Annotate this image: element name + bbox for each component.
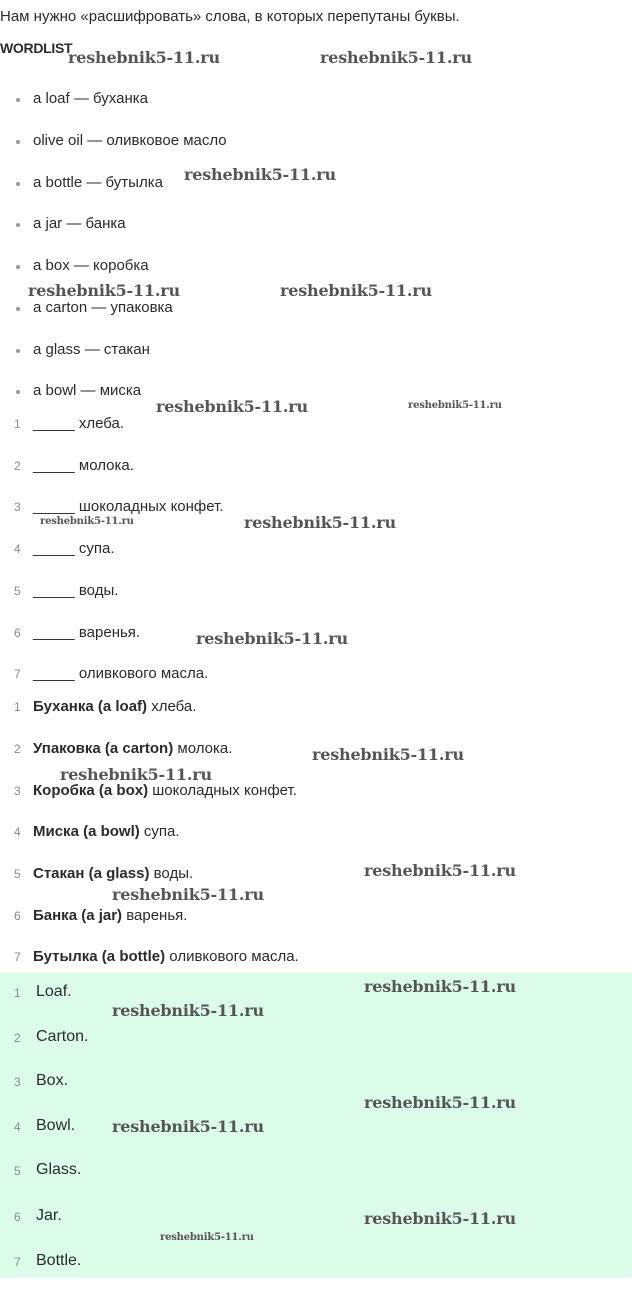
watermark: reshebnik5-11.ru xyxy=(60,765,212,784)
watermark: reshebnik5-11.ru xyxy=(364,1093,516,1112)
watermark: reshebnik5-11.ru xyxy=(112,885,264,904)
watermark: reshebnik5-11.ru xyxy=(196,629,348,648)
watermark: reshebnik5-11.ru xyxy=(364,977,516,996)
watermark: reshebnik5-11.ru xyxy=(280,281,432,300)
watermark: reshebnik5-11.ru xyxy=(40,516,134,527)
list-item: 3 Box. xyxy=(14,1072,69,1089)
watermark: reshebnik5-11.ru xyxy=(320,48,472,67)
list-item: 7 _____ оливкового масла. xyxy=(14,665,209,682)
list-item: 5 Glass. xyxy=(14,1161,82,1178)
wordlist-title: WORDLIST xyxy=(0,40,73,56)
list-item: 1 Буханка (a loaf) хлеба. xyxy=(14,698,197,715)
watermark: reshebnik5-11.ru xyxy=(408,400,502,411)
watermark: reshebnik5-11.ru xyxy=(160,1232,254,1243)
watermark: reshebnik5-11.ru xyxy=(156,397,308,416)
list-item: 4 _____ супа. xyxy=(14,540,115,557)
watermark: reshebnik5-11.ru xyxy=(364,1209,516,1228)
list-item: 6 Банка (a jar) варенья. xyxy=(14,907,188,924)
watermark: reshebnik5-11.ru xyxy=(28,281,180,300)
watermark: reshebnik5-11.ru xyxy=(68,48,220,67)
watermark: reshebnik5-11.ru xyxy=(364,861,516,880)
list-item: 2 Упаковка (a carton) молока. xyxy=(14,740,233,757)
list-item: 6 _____ варенья. xyxy=(14,624,141,641)
list-item: 2 Carton. xyxy=(14,1028,89,1045)
list-item: 5 _____ воды. xyxy=(14,582,119,599)
watermark: reshebnik5-11.ru xyxy=(184,165,336,184)
list-item: 3 _____ шоколадных конфет. xyxy=(14,498,224,515)
list-item: 7 Bottle. xyxy=(14,1252,82,1269)
answers-block xyxy=(0,973,632,1278)
intro-text: Нам нужно «расшифровать» слова, в которых перепутаны буквы. xyxy=(0,8,460,25)
list-item: 6 Jar. xyxy=(14,1207,62,1224)
list-item: 2 _____ молока. xyxy=(14,457,134,474)
watermark: reshebnik5-11.ru xyxy=(112,1117,264,1136)
list-item: 5 Стакан (a glass) воды. xyxy=(14,865,194,882)
watermark: reshebnik5-11.ru xyxy=(244,513,396,532)
watermark: reshebnik5-11.ru xyxy=(112,1001,264,1020)
list-item: 7 Бутылка (a bottle) оливкового масла. xyxy=(14,948,299,965)
list-item: 1 _____ хлеба. xyxy=(14,415,125,432)
watermark: reshebnik5-11.ru xyxy=(312,745,464,764)
list-item: 1 Loaf. xyxy=(14,983,72,1000)
list-item: 4 Миска (a bowl) супа. xyxy=(14,823,180,840)
list-item: 3 Коробка (a box) шоколадных конфет. xyxy=(14,782,297,799)
list-item: 4 Bowl. xyxy=(14,1117,76,1134)
